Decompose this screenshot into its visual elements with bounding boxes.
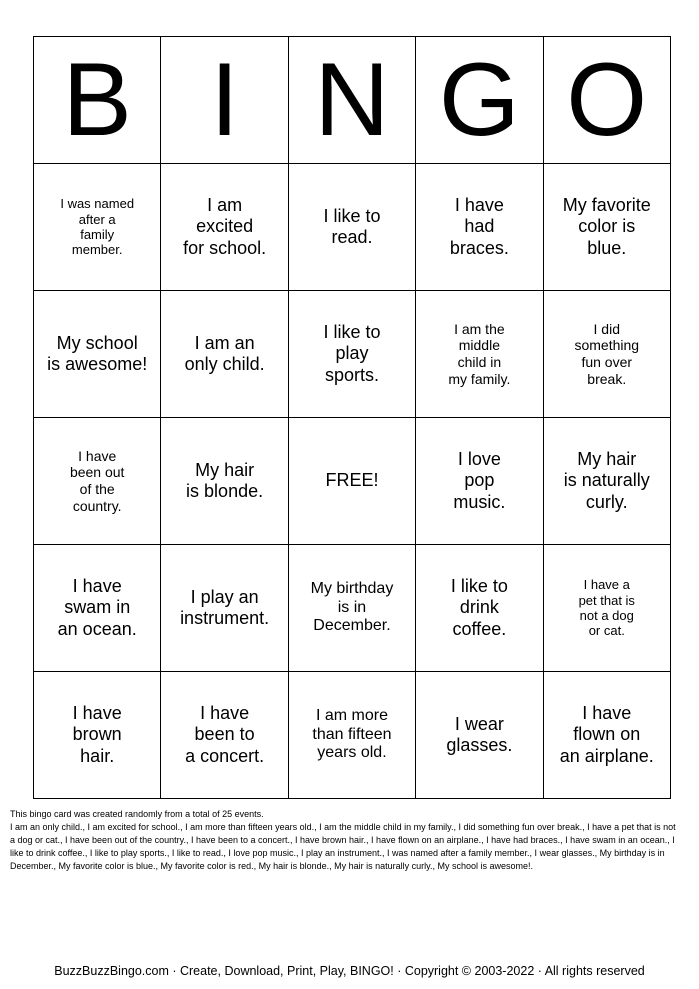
cell-text: I am more than fifteen years old. — [312, 706, 392, 762]
bingo-cell — [161, 672, 288, 799]
cell-text: I wear glasses. — [446, 713, 513, 755]
cell-text: I am excited for school. — [183, 195, 267, 258]
bingo-cell — [288, 164, 415, 291]
bingo-cell-free — [288, 418, 415, 545]
header-letter: O — [566, 42, 648, 158]
cell-text: I love pop music. — [453, 449, 506, 512]
cell-text: I like to drink coffee. — [450, 576, 508, 639]
cell-text: I have been to a concert. — [185, 703, 265, 766]
cell-text: My birthday is in December. — [310, 579, 394, 635]
header-letter: I — [210, 42, 240, 158]
cell-text: I have brown hair. — [72, 703, 122, 766]
cell-text: My school is awesome! — [47, 332, 148, 374]
header-cell-n — [288, 37, 415, 164]
bingo-cell — [161, 545, 288, 672]
bingo-cell — [161, 164, 288, 291]
bingo-cell — [416, 545, 543, 672]
cell-text: I have been out of the country. — [69, 447, 125, 514]
cell-text: My hair is blonde. — [186, 459, 264, 501]
cell-text: I have a pet that is not a dog or cat. — [578, 577, 635, 639]
card-footnote — [10, 808, 682, 873]
bingo-cell — [161, 291, 288, 418]
cell-text: I have had braces. — [449, 195, 509, 258]
bingo-cell — [416, 418, 543, 545]
bingo-cell — [416, 672, 543, 799]
cell-text: I play an instrument. — [180, 586, 270, 628]
bingo-row — [34, 291, 671, 418]
cell-text: I have flown on an airplane. — [559, 703, 654, 766]
bingo-cell — [543, 545, 670, 672]
bingo-row — [34, 545, 671, 672]
footnote-intro: This bingo card was created randomly from a total of 25 events. — [10, 809, 264, 819]
bingo-cell — [543, 291, 670, 418]
bingo-cell — [288, 672, 415, 799]
bingo-cell — [543, 672, 670, 799]
bingo-cell — [288, 291, 415, 418]
cell-text: My hair is naturally curly. — [563, 449, 650, 512]
cell-text: My favorite color is blue. — [562, 195, 651, 258]
page-footer: BuzzBuzzBingo.com · Create, Download, Print, Play, BINGO! · Copyright © 2003-2022 · All rights reserved — [54, 964, 645, 978]
footnote-event-list: I am an only child., I am excited for school., I am more than fifteen years old., I am the middle child in my family., I did something fun over break., I have a pet that is not a dog or cat., I have been out of the country., I have been to a concert., I have brown hair., I have flown on an airplane., I have had braces., I have swam in an ocean., I like to drink coffee., I like to play sports., I like to read., I love pop music., I play an instrument., I was named after a family member., I wear glasses., My birthday is in December., My favorite color is blue., My favorite color is red., My hair is blonde., My hair is naturally curly., My school is awesome!. — [10, 822, 676, 871]
free-space-text: FREE! — [325, 470, 379, 491]
header-letter: B — [62, 42, 132, 158]
header-letter: G — [438, 42, 520, 158]
cell-text: I like to play sports. — [323, 322, 381, 385]
bingo-cell — [34, 418, 161, 545]
bingo-cell — [543, 418, 670, 545]
header-cell-g — [416, 37, 543, 164]
cell-text: I have swam in an ocean. — [57, 576, 137, 639]
bingo-cell — [416, 291, 543, 418]
bingo-row — [34, 418, 671, 545]
cell-text: I did something fun over break. — [574, 320, 640, 387]
bingo-cell — [34, 545, 161, 672]
header-letter: N — [314, 42, 390, 158]
bingo-row — [34, 164, 671, 291]
bingo-header-row — [34, 37, 671, 164]
header-cell-o — [543, 37, 670, 164]
bingo-row — [34, 672, 671, 799]
cell-text: I am an only child. — [184, 332, 265, 374]
bingo-cell — [161, 418, 288, 545]
header-cell-b — [34, 37, 161, 164]
bingo-cell — [288, 545, 415, 672]
cell-text: I like to read. — [323, 205, 381, 247]
header-cell-i — [161, 37, 288, 164]
cell-text: I was named after a family member. — [60, 196, 135, 258]
bingo-cell — [34, 164, 161, 291]
bingo-cell — [416, 164, 543, 291]
bingo-cell — [543, 164, 670, 291]
cell-text: I am the middle child in my family. — [448, 320, 511, 387]
bingo-card — [33, 36, 671, 799]
bingo-cell — [34, 672, 161, 799]
bingo-cell — [34, 291, 161, 418]
